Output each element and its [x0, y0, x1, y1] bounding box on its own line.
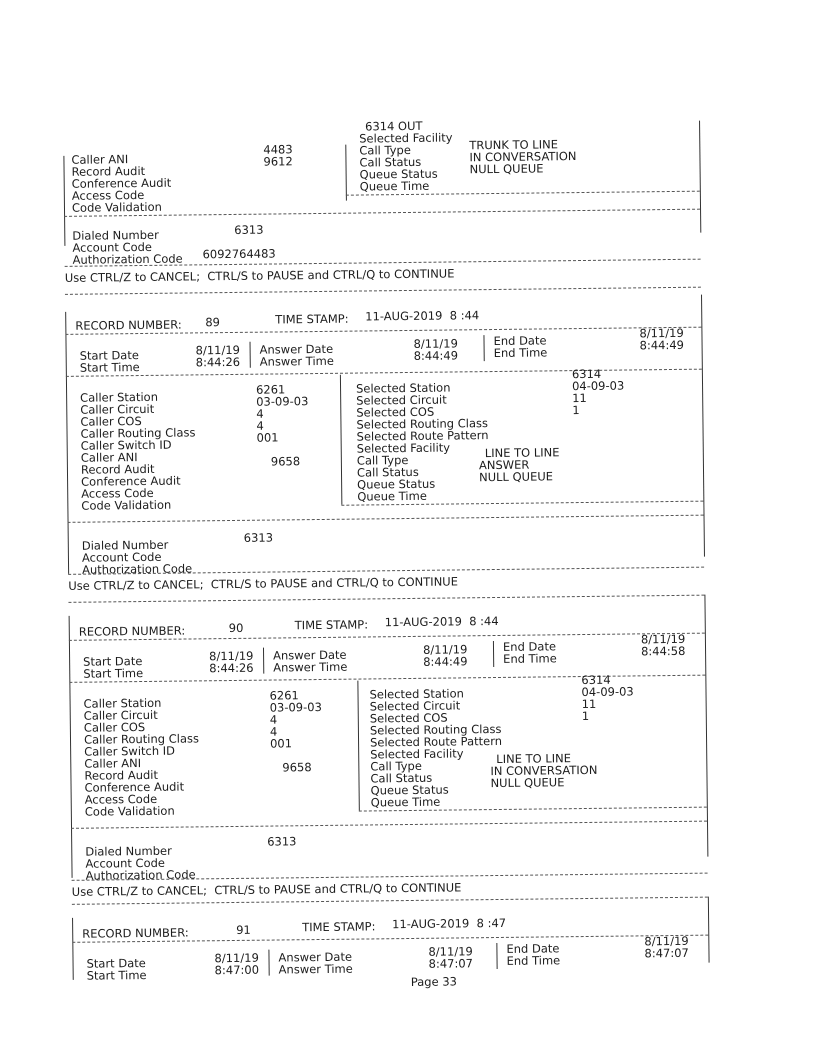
selected-cos-label: Selected COS	[356, 404, 435, 420]
report-page	[62, 0, 714, 1060]
record-audit-label: Record Audit	[84, 767, 159, 783]
caller-station-label: Caller Station	[83, 695, 162, 711]
queue-status-value: NULL QUEUE	[490, 775, 565, 791]
caller-switch-id-label: Caller Switch ID	[80, 437, 172, 453]
end-date-label: End Date	[502, 639, 557, 654]
continue-prompt: Use CTRL/Z to CANCEL; CTRL/S to PAUSE and CTRL/Q to CONTINUE	[71, 880, 462, 899]
field-label: Call Type	[359, 142, 411, 158]
field-label: Authorization Code	[72, 251, 183, 267]
account-code-label: Account Code	[85, 855, 166, 871]
record-fragment	[62, 0, 702, 285]
time-stamp-value: 11-AUG-2019 8 :47	[392, 915, 507, 932]
selected-station-value: 6314	[581, 672, 611, 688]
record-91	[72, 897, 713, 1024]
selected-route-pattern-label: Selected Route Pattern	[356, 428, 489, 444]
column-divider	[483, 335, 484, 361]
end-time-label: End Time	[493, 345, 548, 361]
answer-time-value: 8:47:07	[428, 956, 474, 971]
code-validation-label: Code Validation	[81, 497, 172, 513]
out-value: 6314 OUT	[364, 118, 423, 134]
start-time-value: 8:47:00	[214, 962, 260, 978]
call-status-value: ANSWER	[478, 457, 530, 473]
selected-station-value: 6314	[571, 366, 602, 382]
field-label: Queue Time	[359, 178, 430, 194]
field-label: Account Code	[72, 239, 153, 255]
caller-station-value: 6261	[255, 382, 286, 397]
selected-cos-value: 11	[581, 696, 597, 712]
field-value: 9612	[263, 154, 293, 169]
selected-station-label: Selected Station	[355, 380, 451, 396]
time-stamp-value: 11-AUG-2019 8 :44	[384, 613, 499, 630]
time-stamp-label: TIME STAMP:	[294, 617, 369, 633]
field-label: Code Validation	[71, 199, 162, 215]
caller-cos-label: Caller COS	[83, 719, 146, 735]
record-89	[65, 305, 708, 602]
call-status-label: Call Status	[370, 770, 433, 786]
queue-status-label: Queue Status	[370, 782, 449, 798]
caller-cos-value: 4	[269, 712, 278, 727]
access-code-label: Access Code	[84, 791, 158, 807]
selected-facility-label: Selected Facility	[370, 746, 464, 762]
access-code-label: Access Code	[81, 485, 154, 501]
field-label: Record Audit	[71, 163, 146, 179]
start-time-value: 8:44:26	[209, 660, 254, 676]
field-label: Dialed Number	[72, 227, 159, 243]
border-left	[69, 616, 73, 878]
record-audit-label: Record Audit	[80, 461, 155, 477]
dialed-number-label: Dialed Number	[85, 843, 172, 859]
start-date-value: 8/11/19	[214, 950, 259, 966]
caller-circuit-label: Caller Circuit	[80, 401, 155, 417]
divider	[68, 515, 704, 523]
start-time-value: 8:44:26	[195, 354, 241, 370]
continue-prompt: Use CTRL/Z to CANCEL; CTRL/S to PAUSE and CTRL/Q to CONTINUE	[68, 574, 459, 593]
start-date-label: Start Date	[86, 956, 146, 971]
page-number: Page 33	[410, 974, 458, 989]
column-divider	[493, 641, 494, 667]
end-time-label: End Time	[506, 953, 561, 968]
call-type-value: LINE TO LINE	[484, 445, 560, 461]
field-value: 4483	[263, 142, 293, 157]
field-label: Call Status	[359, 154, 422, 170]
end-date-label: End Date	[506, 941, 560, 956]
call-type-label: Call Type	[370, 758, 422, 774]
selected-station-label: Selected Station	[369, 686, 465, 702]
call-status-label: Call Status	[356, 464, 419, 480]
start-date-label: Start Date	[83, 654, 143, 669]
answer-date-label: Answer Date	[272, 647, 347, 663]
answer-time-label: Answer Time	[259, 353, 334, 369]
answer-time-value: 8:44:49	[413, 348, 459, 363]
column-divider	[263, 648, 264, 674]
selected-routing-class-label: Selected Routing Class	[369, 721, 502, 738]
divider	[65, 287, 701, 295]
account-code-label: Account Code	[81, 549, 162, 565]
selected-cos-value: 11	[572, 390, 587, 406]
caller-station-label: Caller Station	[80, 389, 159, 405]
end-date-label: End Date	[493, 333, 547, 349]
selected-circuit-label: Selected Circuit	[369, 698, 461, 714]
start-date-value: 8/11/19	[195, 342, 241, 358]
answer-date-value: 8/11/19	[428, 944, 473, 959]
queue-time-label: Queue Time	[370, 794, 441, 810]
answer-time-value: 8:44:49	[423, 654, 468, 669]
end-time-label: End Time	[503, 651, 557, 666]
start-time-label: Start Time	[79, 360, 140, 375]
border-right	[699, 121, 701, 233]
border-left	[63, 156, 65, 246]
record-audit-value: 9658	[270, 454, 301, 469]
field-label: Access Code	[71, 187, 145, 203]
border-right	[704, 595, 708, 857]
authorization-code-label: Authorization Code	[85, 867, 196, 883]
caller-ani-label: Caller ANI	[84, 756, 142, 771]
selected-circuit-value: 04-09-03	[581, 684, 634, 700]
time-stamp-label: TIME STAMP:	[302, 919, 376, 935]
queue-status-label: Queue Status	[357, 476, 436, 492]
record-number-value: 91	[236, 922, 251, 937]
record-90	[68, 595, 711, 899]
caller-routing-class-value: 4	[256, 418, 264, 433]
dialed-number-label: Dialed Number	[81, 537, 169, 553]
answer-time-label: Answer Time	[278, 961, 353, 977]
record-number-label: RECORD NUMBER:	[78, 623, 186, 639]
selected-cos-label: Selected COS	[369, 710, 448, 726]
border-right	[708, 897, 710, 963]
answer-time-label: Answer Time	[273, 659, 348, 675]
column-divider	[268, 950, 269, 976]
record-audit-value: 9658	[282, 760, 312, 775]
field-label: Selected Facility	[359, 130, 453, 146]
selected-facility-label: Selected Facility	[356, 440, 451, 456]
caller-circuit-value: 03-09-03	[269, 699, 322, 715]
start-time-label: Start Time	[86, 967, 147, 983]
divider	[66, 369, 702, 377]
answer-date-label: Answer Date	[259, 341, 334, 357]
start-time-label: Start Time	[83, 666, 144, 681]
selected-routing-class-label: Selected Routing Class	[356, 416, 489, 432]
divider	[72, 897, 708, 905]
field-value: IN CONVERSATION	[469, 149, 577, 165]
record-number-label: RECORD NUMBER:	[75, 317, 182, 333]
authorization-code-value: 6092764483	[202, 246, 276, 262]
answer-date-label: Answer Date	[278, 949, 353, 965]
caller-switch-id-label: Caller Switch ID	[84, 743, 176, 759]
caller-cos-value: 4	[256, 406, 264, 421]
caller-switch-id-value: 001	[269, 736, 293, 751]
end-time-value: 8:44:58	[640, 643, 686, 659]
selected-routing-class-value: 1	[572, 403, 580, 418]
field-label: Conference Audit	[71, 175, 172, 191]
end-time-value: 8:44:49	[639, 337, 685, 353]
call-status-value: IN CONVERSATION	[490, 762, 598, 779]
field-label: Caller ANI	[71, 152, 129, 167]
end-date-value: 8/11/19	[639, 325, 684, 341]
answer-date-value: 8/11/19	[413, 336, 458, 351]
caller-routing-class-label: Caller Routing Class	[80, 425, 196, 441]
code-validation-label: Code Validation	[84, 803, 175, 819]
field-value: NULL QUEUE	[469, 161, 544, 177]
call-type-value: LINE TO LINE	[496, 751, 572, 767]
start-date-value: 8/11/19	[208, 648, 254, 664]
column-divider	[357, 681, 359, 811]
selected-route-pattern-label: Selected Route Pattern	[369, 733, 503, 750]
caller-routing-class-label: Caller Routing Class	[83, 731, 200, 747]
answer-date-value: 8/11/19	[422, 642, 468, 657]
selected-circuit-value: 04-09-03	[571, 378, 625, 394]
divider	[71, 821, 707, 829]
column-divider	[345, 145, 347, 201]
dialed-number-value: 6313	[234, 222, 264, 237]
caller-circuit-label: Caller Circuit	[83, 707, 158, 723]
queue-status-value: NULL QUEUE	[478, 469, 554, 485]
border-right	[701, 295, 705, 557]
queue-time-label: Queue Time	[357, 488, 427, 504]
end-date-value: 8/11/19	[644, 933, 689, 949]
time-stamp-label: TIME STAMP:	[275, 311, 349, 327]
caller-circuit-value: 03-09-03	[256, 394, 309, 409]
record-number-value: 90	[228, 620, 244, 636]
continue-prompt: Use CTRL/Z to CANCEL; CTRL/S to PAUSE and CTRL/Q to CONTINUE	[64, 266, 455, 285]
caller-station-value: 6261	[269, 688, 299, 703]
time-stamp-value: 11-AUG-2019 8 :44	[365, 308, 480, 324]
dialed-number-value: 6313	[243, 530, 274, 545]
record-number-label: RECORD NUMBER:	[82, 925, 189, 941]
conference-audit-label: Conference Audit	[84, 779, 185, 795]
caller-routing-class-value: 4	[269, 724, 278, 739]
dialed-number-value: 6313	[267, 834, 297, 849]
field-label: Queue Status	[359, 166, 438, 182]
selected-routing-class-value: 1	[581, 708, 590, 724]
start-date-label: Start Date	[79, 348, 139, 363]
column-divider	[496, 943, 497, 969]
authorization-code-label: Authorization Code	[82, 561, 193, 577]
caller-switch-id-value: 001	[256, 430, 279, 445]
column-divider	[340, 375, 342, 505]
field-value: TRUNK TO LINE	[469, 137, 559, 153]
call-type-label: Call Type	[356, 452, 409, 468]
selected-circuit-label: Selected Circuit	[356, 392, 447, 408]
caller-ani-label: Caller ANI	[80, 450, 138, 465]
end-date-value: 8/11/19	[640, 631, 686, 647]
border-left	[72, 918, 74, 980]
end-time-value: 8:47:07	[644, 945, 689, 961]
record-number-value: 89	[205, 315, 221, 330]
caller-cos-label: Caller COS	[80, 414, 142, 429]
border-left	[65, 312, 69, 574]
column-divider	[250, 342, 251, 368]
conference-audit-label: Conference Audit	[81, 473, 181, 489]
